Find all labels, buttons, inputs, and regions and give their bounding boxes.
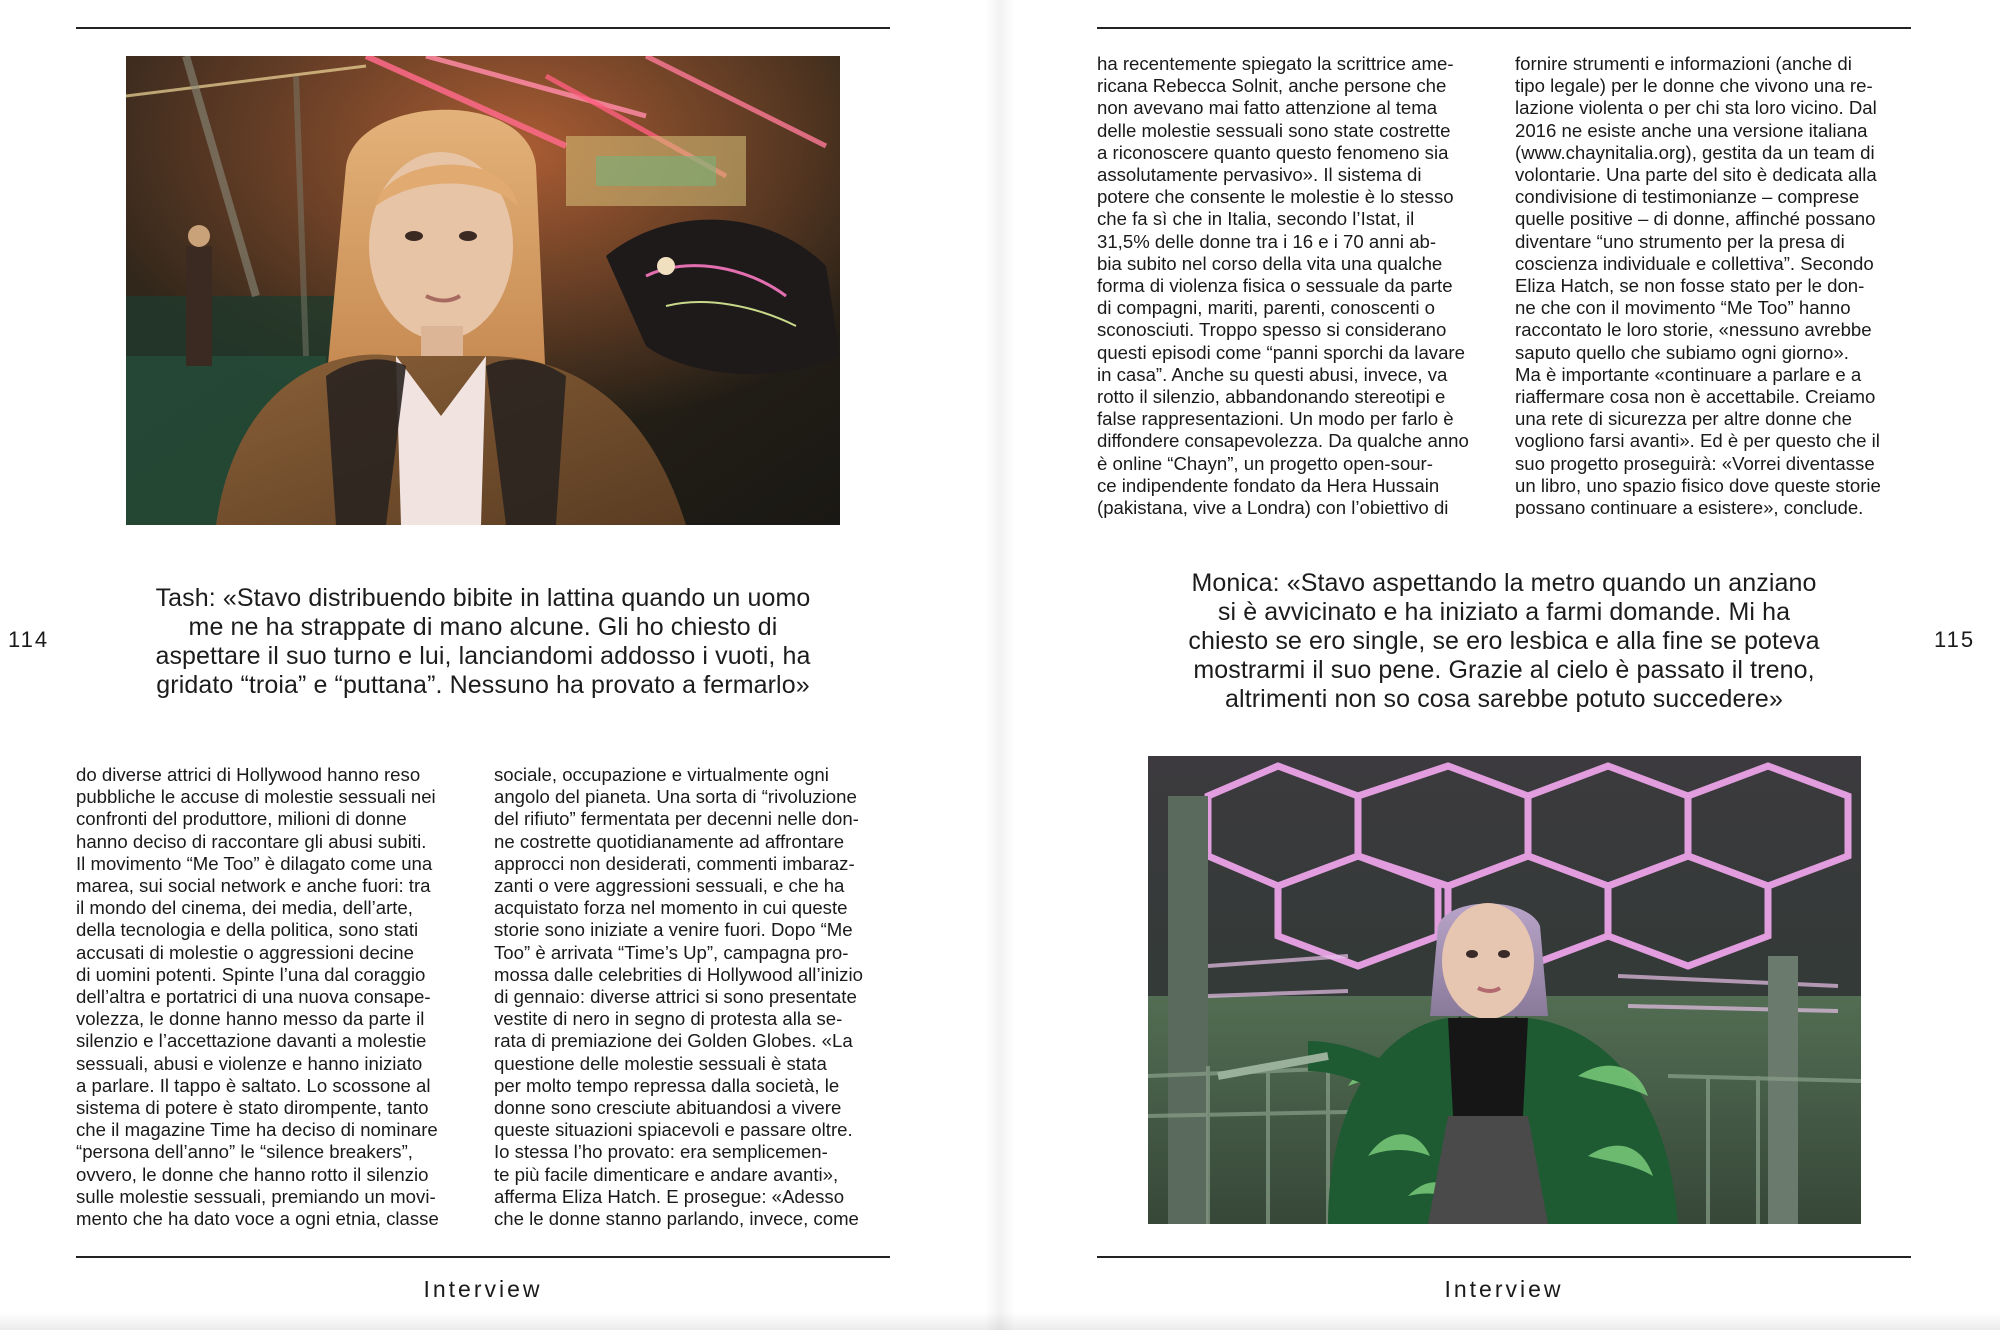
text-line: non avevano mai fatto attenzione al tema	[1097, 97, 1438, 119]
quote-line: me ne ha strappate di mano alcune. Gli ho chiesto di	[188, 613, 778, 641]
text-line: diffondere consapevolezza. Da qualche anno	[1097, 430, 1469, 452]
text-line: “persona dell’anno” le “silence breakers”,	[76, 1141, 413, 1163]
text-line: vogliono farsi avanti». Ed è per questo che il	[1515, 430, 1880, 452]
text-line: assolutamente pervasivo». Il sistema di	[1097, 164, 1422, 186]
monica-photo-illustration	[1148, 756, 1861, 1224]
top-rule	[76, 27, 890, 29]
pull-quote-tash	[126, 584, 840, 700]
text-line: a parlare. Il tappo è saltato. Lo scossone al	[76, 1074, 431, 1096]
text-line: del rifiuto” fermentata per decenni nelle don-	[494, 808, 859, 830]
text-line: 31,5% delle donne tra i 16 e i 70 anni ab-	[1097, 230, 1437, 252]
text-line: raccontato le loro storie, «nessuno avrebbe	[1515, 319, 1872, 341]
text-line: che le donne stanno parlando, invece, come	[494, 1208, 859, 1230]
text-line: te più facile dimenticare e andare avanti»,	[494, 1163, 839, 1185]
text-line: che fa sì che in Italia, secondo l’Istat, il	[1097, 208, 1415, 230]
text-line: (www.chaynitalia.org), gestita da un team di	[1515, 141, 1875, 163]
text-line: acquistato forza nel momento in cui queste	[494, 897, 848, 919]
text-line: lazione violenta o per chi sta loro vicino. Dal	[1515, 97, 1877, 119]
text-line: do diverse attrici di Hollywood hanno reso	[76, 764, 421, 785]
text-line: coscienza individuale e collettiva”. Secondo	[1515, 252, 1874, 274]
text-line: Eliza Hatch, se non fosse stato per le don-	[1515, 275, 1865, 297]
text-line: volezza, le donne hanno messo da parte il	[76, 1008, 425, 1030]
text-line: ne costrette quotidianamente ad affrontare	[494, 830, 845, 852]
text-line: questi episodi come “panni sporchi da lavare	[1097, 341, 1465, 363]
text-line: tipo legale) per le donne che vivono una re-	[1515, 75, 1873, 97]
text-line: donne sono cresciute abituandosi a vivere	[494, 1097, 842, 1119]
text-line: rotto il silenzio, abbandonando stereotipi e	[1097, 386, 1446, 408]
quote-line: aspettare il suo turno e lui, lanciandomi addosso i vuoti, ha	[155, 642, 811, 670]
text-line: hanno deciso di raccontare gli abusi subiti.	[76, 830, 427, 852]
tash-photo	[126, 56, 840, 525]
body-column-1	[76, 764, 476, 1230]
text-line: Io stessa l’ho provato: era semplicemen-	[494, 1141, 828, 1163]
body-column-3	[1097, 53, 1507, 519]
quote-line: chiesto se ero single, se ero lesbica e alla fine se poteva	[1188, 627, 1820, 655]
text-line: storie sono iniziate a venire fuori. Dopo “Me	[494, 919, 853, 941]
quote-line: si è avvicinato e ha iniziato a farmi domande. Mi ha	[1217, 598, 1791, 626]
text-line: (pakistana, vive a Londra) con l’obiettivo di	[1097, 497, 1449, 519]
quote-line: altrimenti non so cosa sarebbe potuto succedere»	[1225, 685, 1783, 713]
quote-line: Monica: «Stavo aspettando la metro quando un anziano	[1191, 569, 1817, 597]
right-page	[1000, 0, 2000, 1330]
text-line: ne che con il movimento “Me Too” hanno	[1515, 297, 1851, 319]
quote-line: gridato “troia” e “puttana”. Nessuno ha provato a fermarlo»	[156, 671, 810, 699]
monica-photo	[1148, 756, 1861, 1224]
text-line: approcci non desiderati, commenti imbaraz-	[494, 852, 855, 874]
text-line: delle molestie sessuali sono state costrette	[1097, 119, 1451, 141]
text-line: di compagni, mariti, parenti, conoscenti o	[1097, 297, 1435, 319]
text-line: ricana Rebecca Solnit, anche persone che	[1097, 75, 1447, 97]
text-line: fornire strumenti e informazioni (anche di	[1515, 53, 1852, 74]
section-label-left: Interview	[423, 1276, 543, 1302]
text-line: che il magazine Time ha deciso di nominare	[76, 1119, 438, 1141]
bottom-shadow	[0, 1312, 2000, 1330]
text-line: sistema di potere è stato dirompente, tanto	[76, 1097, 429, 1119]
text-line: un libro, uno spazio fisico dove queste storie	[1515, 474, 1881, 496]
text-line: per molto tempo repressa dalla società, le	[494, 1074, 840, 1096]
quote-line: mostrarmi il suo pene. Grazie al cielo è passato il treno,	[1193, 656, 1815, 684]
page-number-left: 114	[8, 627, 50, 652]
text-line: false rappresentazioni. Un modo per farlo è	[1097, 408, 1454, 430]
text-line: dell’altra e portatrici di una nuova consape-	[76, 986, 431, 1008]
text-line: rata di premiazione dei Golden Globes. «La	[494, 1030, 853, 1052]
text-line: questione delle molestie sessuali è stata	[494, 1052, 827, 1074]
text-line: vestite di nero in segno di protesta alla se-	[494, 1008, 843, 1030]
bottom-rule	[76, 1256, 890, 1258]
text-line: sulle molestie sessuali, premiando un movi-	[76, 1185, 436, 1207]
text-line: condivisione di testimonianze – comprese	[1515, 186, 1860, 208]
text-line: forma di violenza fisica o sessuale da parte	[1097, 275, 1453, 297]
text-line: suo progetto proseguirà: «Vorrei diventasse	[1515, 452, 1875, 474]
text-line: sociale, occupazione e virtualmente ogni	[494, 764, 829, 785]
text-line: potere che consente le molestie è lo stesso	[1097, 186, 1454, 208]
text-line: bia subito nel corso della vita una qualche	[1097, 252, 1443, 274]
text-line: angolo del pianeta. Una sorta di “rivoluzione	[494, 786, 857, 808]
text-line: diventare “uno strumento per la presa di	[1515, 230, 1845, 252]
text-line: mento che ha dato voce a ogni etnia, classe	[76, 1208, 439, 1230]
page-number-right: 115	[1934, 627, 1976, 652]
text-line: quelle positive – di donne, affinché possano	[1515, 208, 1876, 230]
body-column-4	[1515, 53, 1925, 519]
tash-photo-illustration	[126, 56, 840, 525]
text-line: possano continuare a esistere», conclude.	[1515, 497, 1864, 519]
section-label-right: Interview	[1444, 1276, 1564, 1302]
quote-line: Tash: «Stavo distribuendo bibite in lattina quando un uomo	[155, 584, 811, 612]
text-line: Ma è importante «continuare a parlare e a	[1515, 363, 1862, 385]
text-line: confronti del produttore, milioni di donne	[76, 808, 407, 830]
text-line: il mondo del cinema, dei media, dell’arte,	[76, 897, 413, 919]
text-line: una rete di sicurezza per altre donne che	[1515, 408, 1852, 430]
text-line: Too” è arrivata “Time’s Up”, campagna pro-	[494, 941, 849, 963]
text-line: è online “Chayn”, un progetto open-sour-	[1097, 452, 1433, 474]
text-line: sconosciuti. Troppo spesso si considerano	[1097, 319, 1447, 341]
text-line: ovvero, le donne che hanno rotto il silenzio	[76, 1163, 429, 1185]
text-line: Il movimento “Me Too” è dilagato come una	[76, 852, 433, 874]
text-line: silenzio e l’accettazione davanti a molestie	[76, 1030, 427, 1052]
body-column-2	[494, 764, 894, 1230]
text-line: di gennaio: diverse attrici si sono presentate	[494, 986, 857, 1008]
text-line: mossa dalle celebrities di Hollywood all’inizio	[494, 963, 863, 985]
text-line: della tecnologia e della politica, sono stati	[76, 919, 419, 941]
text-line: di uomini potenti. Spinte l’una dal coraggio	[76, 963, 426, 985]
pull-quote-monica	[1147, 569, 1861, 714]
text-line: saputo quello che subiamo ogni giorno».	[1515, 341, 1849, 363]
text-line: a riconoscere quanto questo fenomeno sia	[1097, 141, 1449, 163]
text-line: riaffermare cosa non è accettabile. Creiamo	[1515, 386, 1876, 408]
text-line: afferma Eliza Hatch. E prosegue: «Adesso	[494, 1185, 845, 1207]
text-line: accusati di molestie o aggressioni decine	[76, 941, 414, 963]
top-rule	[1097, 27, 1911, 29]
bottom-rule	[1097, 1256, 1911, 1258]
text-line: marea, sui social network e anche fuori: tra	[76, 875, 431, 897]
text-line: ha recentemente spiegato la scrittrice ame-	[1097, 53, 1454, 74]
text-line: pubbliche le accuse di molestie sessuali nei	[76, 786, 436, 808]
text-line: queste situazioni spiacevoli e passare oltre.	[494, 1119, 853, 1141]
text-line: volontarie. Una parte del sito è dedicata alla	[1515, 164, 1877, 186]
text-line: ce indipendente fondato da Hera Hussain	[1097, 474, 1440, 496]
text-line: 2016 ne esiste anche una versione italiana	[1515, 119, 1868, 141]
text-line: in casa”. Anche su questi abusi, invece, va	[1097, 363, 1448, 385]
spine-shadow	[985, 0, 1015, 1330]
text-line: sessuali, abusi e violenze e hanno iniziato	[76, 1052, 423, 1074]
text-line: zanti o vere aggressioni sessuali, e che ha	[494, 875, 845, 897]
